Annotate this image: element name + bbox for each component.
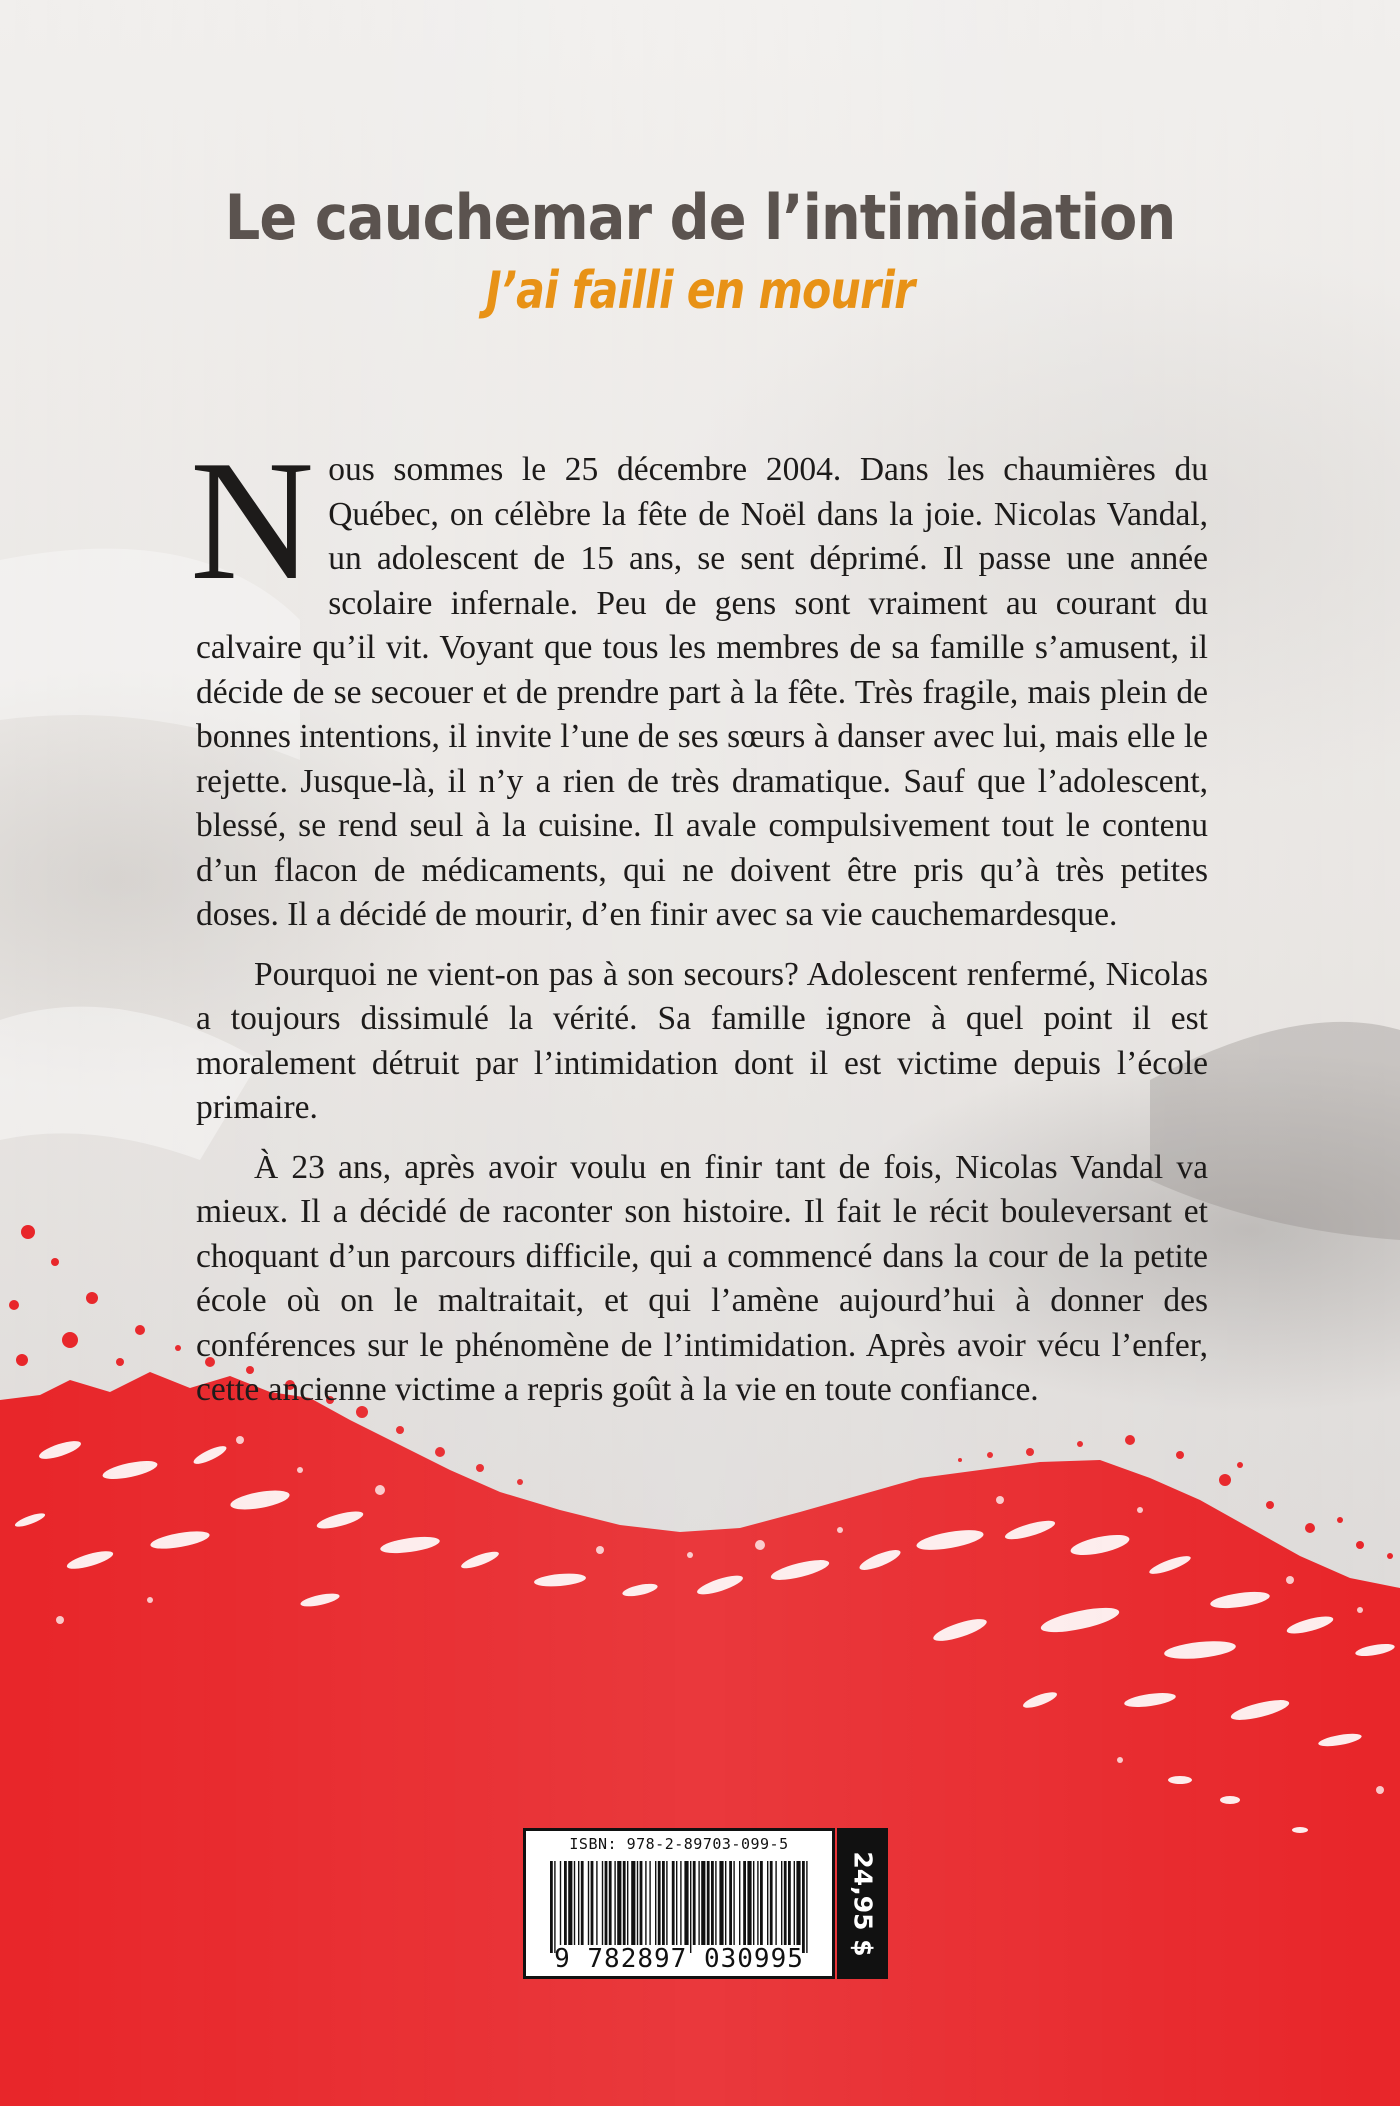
price-label: 24,95 $ bbox=[848, 1850, 877, 1957]
barcode-number: 9 782897 030995 bbox=[554, 1944, 804, 1974]
title-block bbox=[0, 181, 1400, 322]
synopsis-paragraph-2: Pourquoi ne vient-on pas à son secours? Adolescent renfermé, Nicolas a toujours dissimulé la vérité. Sa famille ignore à quel point il est moralement détruit par l’intimidation dont il est victime depuis l’école primaire. bbox=[196, 955, 1208, 1126]
barcode-bars-icon bbox=[550, 1861, 808, 1953]
synopsis-paragraph-1 bbox=[190, 426, 1208, 938]
synopsis-paragraph-3: À 23 ans, après avoir voulu en finir tant de fois, Nicolas Vandal va mieux. Il a décidé de raconter son histoire. Il fait le récit bouleversant et choquant d’un parcours difficile, qui a commencé dans la cour de la petite école où on le maltraitait, et qui l’amène aujourd’hui à donner des conférences sur le phénomène de l’intimidation. Après avoir vécu l’enfer, cette ancienne victime a repris goût à la vie en toute confiance. bbox=[196, 1148, 1208, 1408]
isbn-barcode bbox=[523, 1828, 835, 1979]
drop-cap: N bbox=[190, 426, 315, 616]
price-tag bbox=[837, 1828, 888, 1979]
synopsis bbox=[190, 426, 1208, 1428]
book-title: Le cauchemar de l’intimidation bbox=[224, 181, 1176, 254]
isbn-label: ISBN: 978-2-89703-099-5 bbox=[569, 1835, 789, 1853]
book-subtitle: J’ai failli en mourir bbox=[485, 261, 915, 322]
synopsis-paragraph-1-text: ous sommes le 25 décembre 2004. Dans les chaumières du Québec, on célèbre la fête de Noël dans la joie. Nicolas Vandal, un adolescent de 15 ans, se sent déprimé. Il passe une année scolaire infernale. Peu de gens sont vraiment au courant du calvaire qu’il vit. Voyant que tous les membres de sa famille s’amusent, il décide de se secouer et de prendre part à la fête. Très fragile, mais plein de bonnes intentions, il invite l’une de ses sœurs à danser avec lui, mais elle le rejette. Jusque-là, il n’y a rien de très dramatique. Sauf que l’adolescent, blessé, se rend seul à la cuisine. Il avale compulsivement tout le contenu d’un flacon de médicaments, qui ne doivent être pris qu’à très petites doses. Il a décidé de mourir, d’en finir avec sa vie cauchemardesque. bbox=[196, 451, 1208, 933]
